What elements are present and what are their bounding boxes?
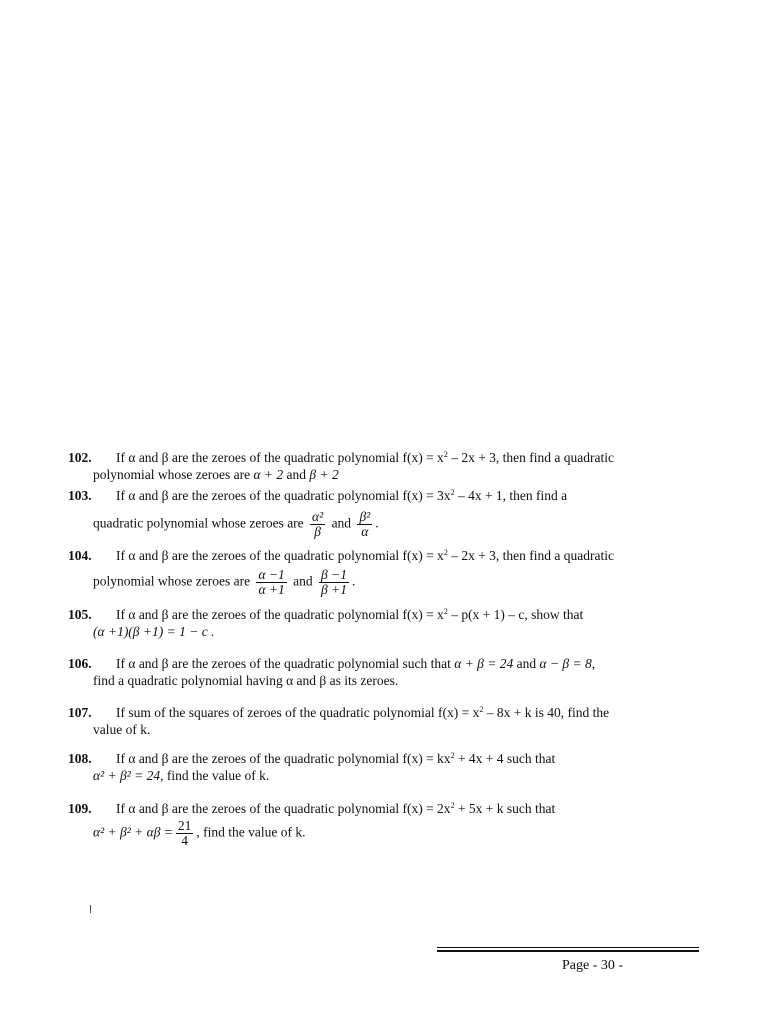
question-text: – 2x + 3, then find a quadratic [447, 450, 615, 465]
fraction [256, 568, 286, 597]
fraction-numerator: β² [359, 509, 371, 524]
fraction-denominator: α +1 [258, 582, 285, 597]
question-text: and [283, 467, 310, 482]
fraction [176, 819, 194, 848]
math-expression: α + 2 [253, 467, 284, 482]
exponent: 2 [450, 751, 455, 760]
math-expression: α² + β² + αβ = [93, 824, 173, 840]
fraction-numerator: α −1 [258, 567, 285, 582]
math-expression: α − β = 8 [539, 656, 592, 671]
question-text: value of k. [93, 722, 151, 737]
page-number: Page - 30 - [562, 958, 624, 973]
question-109 [68, 800, 698, 848]
question-text: . [352, 573, 356, 589]
fraction-numerator: α² [312, 509, 324, 524]
question-text: If α and β are the zeroes of the quadratic polynomial f(x) = x [116, 450, 444, 465]
question-text: – p(x + 1) – c, show that [447, 607, 584, 622]
exponent: 2 [479, 705, 484, 714]
question-text: and [293, 573, 313, 589]
math-expression: β + 2 [309, 467, 339, 482]
fraction-denominator: α [361, 524, 369, 539]
question-text: polynomial whose zeroes are [93, 573, 251, 589]
question-text: quadratic polynomial whose zeroes are [93, 515, 304, 531]
question-number: 108. [68, 751, 92, 766]
question-text: If α and β are the zeroes of the quadratic polynomial f(x) = kx [116, 751, 451, 766]
fraction-denominator: β +1 [321, 582, 347, 597]
fraction [357, 510, 372, 539]
question-text: + 5x + k such that [454, 801, 556, 816]
question-text: – 2x + 3, then find a quadratic [447, 548, 615, 563]
math-expression: α² + β² = 24 [93, 768, 161, 783]
question-text: and [331, 515, 352, 531]
math-expression: α + β = 24 [454, 656, 514, 671]
fraction [310, 510, 325, 539]
question-104 [68, 547, 698, 597]
question-text: – 4x + 1, then find a [454, 488, 568, 503]
question-106 [68, 655, 698, 689]
question-text: , find the value of k. [160, 768, 270, 783]
question-text: , find the value of k. [196, 824, 306, 840]
question-number: 107. [68, 705, 92, 720]
question-108 [68, 750, 698, 784]
exponent: 2 [443, 548, 448, 557]
fraction-numerator: β −1 [321, 567, 347, 582]
question-number: 109. [68, 801, 92, 816]
question-105 [68, 606, 698, 640]
exponent: 2 [450, 801, 455, 810]
exponent: 2 [443, 607, 448, 616]
fraction-denominator: β [314, 524, 321, 539]
question-text: If α and β are the zeroes of the quadratic polynomial f(x) = 3x [116, 488, 451, 503]
exponent: 2 [450, 488, 455, 497]
question-text: and [513, 656, 540, 671]
exponent: 2 [443, 450, 448, 459]
math-expression: (α +1)(β +1) = 1 − c . [93, 624, 215, 639]
fraction-denominator: 4 [181, 833, 189, 848]
footer-divider [437, 947, 699, 948]
footer-divider [437, 950, 699, 952]
question-102 [68, 449, 698, 483]
question-107 [68, 704, 698, 738]
question-number: 105. [68, 607, 92, 622]
question-text: If α and β are the zeroes of the quadratic polynomial f(x) = 2x [116, 801, 451, 816]
question-number: 104. [68, 548, 92, 563]
fraction [319, 568, 349, 597]
question-text: . [375, 515, 379, 531]
question-text: If α and β are the zeroes of the quadratic polynomial f(x) = x [116, 548, 444, 563]
question-text: , [591, 656, 596, 671]
question-text: If α and β are the zeroes of the quadratic polynomial such that [116, 656, 455, 671]
scan-mark [90, 905, 91, 913]
question-text: find a quadratic polynomial having α and β as its zeroes. [93, 673, 399, 688]
question-number: 106. [68, 656, 92, 671]
question-103 [68, 487, 698, 539]
fraction-numerator: 21 [177, 818, 192, 833]
question-number: 102. [68, 450, 92, 465]
question-number: 103. [68, 488, 92, 503]
question-text: If sum of the squares of zeroes of the quadratic polynomial f(x) = x [116, 705, 480, 720]
question-text: + 4x + 4 such that [454, 751, 556, 766]
question-text: If α and β are the zeroes of the quadratic polynomial f(x) = x [116, 607, 444, 622]
question-text: polynomial whose zeroes are [93, 467, 254, 482]
question-text: – 8x + k is 40, find the [483, 705, 610, 720]
